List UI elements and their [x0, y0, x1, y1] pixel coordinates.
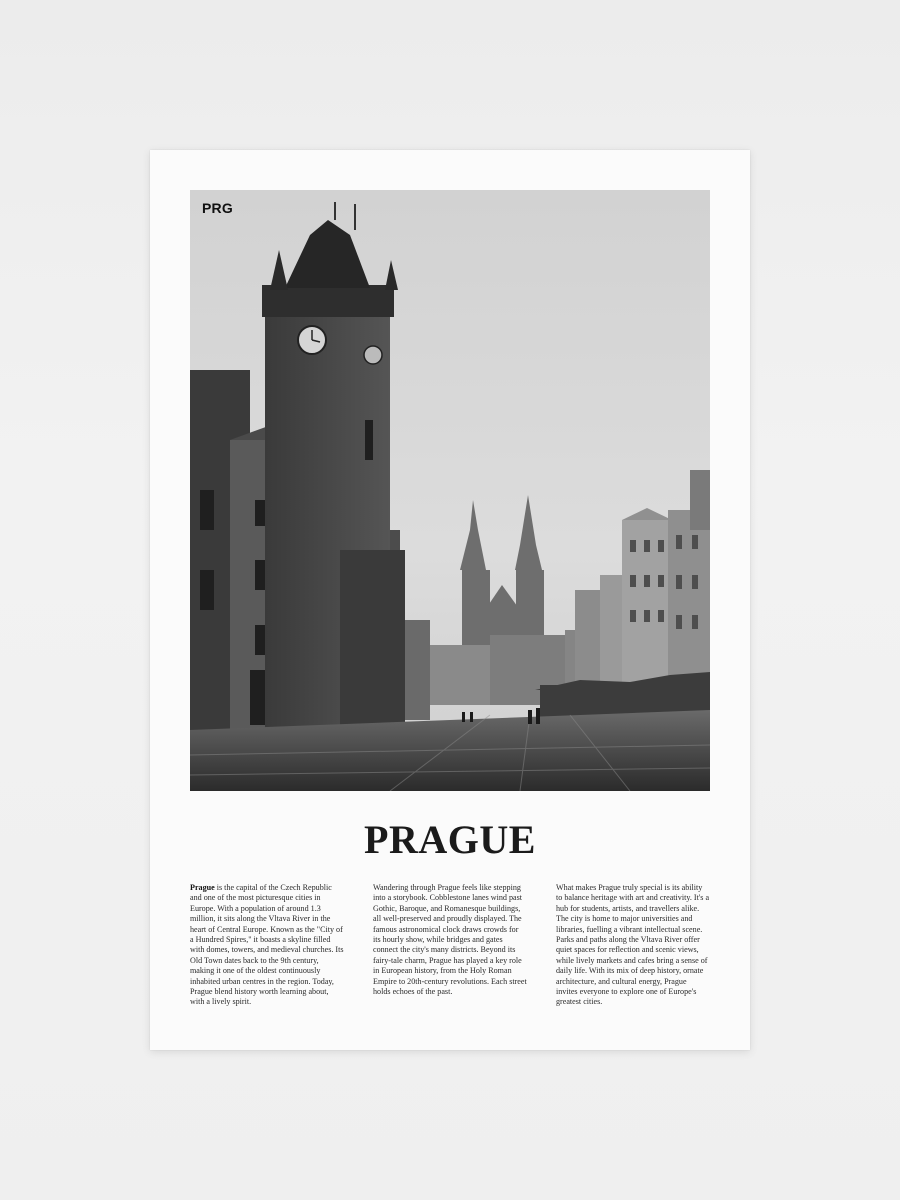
column-text: is the capital of the Czech Republic and one of the most picturesque cities in Europe. With a population of around 1.3 million, it sits along the Vltava River in the heart of Central Europe. Known as the "City of a Hundred Spires," it boasts a skyline filled with domes, towers, and medieval churches. Its Old Town dates back to the 9th century, making it one of the oldest continuously inhabited urban centres in the region. Today, Prague blend history worth learning about, with a lively spirit. — [190, 883, 344, 1007]
column-text: Wandering through Prague feels like stepping into a storybook. Cobblestone lanes wind past Gothic, Baroque, and Romanesque buildings, all well-preserved and proudly displayed. The famous astronomical clock draws crowds for its hourly show, while bridges and gates connect the city's many districts. Beyond its fairy-tale charm, Prague has played a key role in European history, from the Holy Roman Empire to 20th-century revolutions. Each street holds echoes of the past. — [373, 883, 527, 997]
old-town-square-photo — [190, 190, 710, 791]
text-column-3 — [556, 883, 710, 1008]
text-column-2 — [373, 883, 527, 1008]
text-column-1 — [190, 883, 344, 1008]
text-columns — [190, 883, 710, 1008]
photo-illustration — [190, 190, 710, 791]
column-text: What makes Prague truly special is its ability to balance heritage with art and creativity. It's a hub for students, artists, and travellers alike. The city is home to major universities and libraries, fuelling a vibrant intellectual scene. Parks and paths along the Vltava River offer quiet spaces for reflection and scenic views, while lively markets and cafes bring a sense of daily life. With its mix of deep history, ornate architecture, and cultural energy, Prague invites everyone to explore one of Europe's greatest cities. — [556, 883, 710, 1007]
city-code: PRG — [202, 200, 233, 216]
poster — [150, 150, 750, 1050]
poster-title: PRAGUE — [364, 817, 536, 862]
lead-word: Prague — [190, 883, 215, 892]
